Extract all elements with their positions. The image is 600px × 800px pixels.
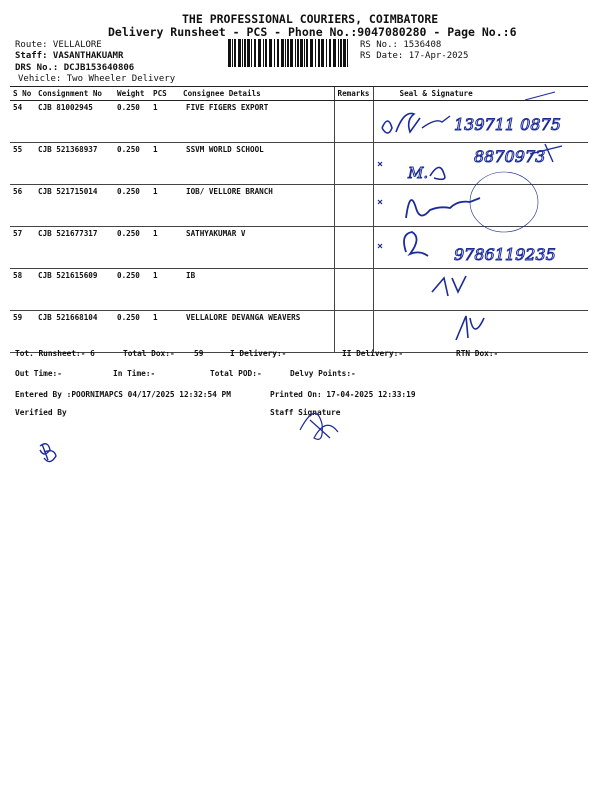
cell-pcs: 1 [150, 227, 180, 269]
barcode-bar [247, 39, 250, 67]
cell-sno: 54 [10, 101, 35, 143]
barcode-bar [269, 39, 272, 67]
staff-signature-label: Staff Signature [270, 408, 341, 417]
col-sno: S No [10, 87, 35, 101]
svg-text:9786119235: 9786119235 [454, 245, 556, 264]
col-pcs: PCS [150, 87, 180, 101]
rs-date: RS Date: 17-Apr-2025 [360, 51, 469, 61]
cell-consignee: VELLALORE DEVANGA WEAVERS [180, 311, 334, 353]
barcode-bar [304, 39, 305, 67]
col-seal-signature: Seal & Signature [373, 87, 588, 101]
barcode-bar [258, 39, 261, 67]
barcode-bar [338, 39, 339, 67]
ii-delivery: II Delivery:- [342, 349, 404, 358]
barcode-bar [287, 39, 289, 67]
cell-consignee: IOB/ VELLORE BRANCH [180, 185, 334, 227]
cell-weight: 0.250 [114, 101, 150, 143]
barcode-bar [326, 39, 327, 67]
col-remarks: Remarks [334, 87, 373, 101]
entered-by: Entered By :POORNIMAPCS 04/17/2025 12:32:54 PM [15, 390, 231, 399]
tot-runsheet: Tot. Runsheet:- 6 [15, 349, 95, 358]
cell-consignment-no: CJB 521677317 [35, 227, 114, 269]
barcode-bar [290, 39, 293, 67]
total-dox-label: Total Dox:- [123, 349, 175, 358]
barcode-bar [277, 39, 279, 67]
barcode-bar [274, 39, 275, 67]
col-consignment: Consignment No [35, 87, 114, 101]
cell-remarks [334, 143, 373, 185]
cell-pcs: 1 [150, 311, 180, 353]
barcode-bar [340, 39, 342, 67]
drs-number: DRS No.: DCJB153640806 [15, 63, 135, 73]
barcode-bar [306, 39, 308, 67]
cell-pcs: 1 [150, 185, 180, 227]
company-name: THE PROFESSIONAL COURIERS, COIMBATORE [182, 12, 439, 26]
delvy-points: Delvy Points:- [290, 369, 356, 378]
barcode-bar [315, 39, 316, 67]
i-delivery: I Delivery:- [230, 349, 287, 358]
barcode-bar [295, 39, 296, 67]
cell-consignment-no: CJB 521615609 [35, 269, 114, 311]
col-weight: Weight [114, 87, 150, 101]
cell-weight: 0.250 [114, 311, 150, 353]
cell-consignment-no: CJB 521368937 [35, 143, 114, 185]
total-pod: Total POD:- [210, 369, 262, 378]
barcode-bar [265, 39, 267, 67]
rtn-dox: RTN Dox:- [456, 349, 499, 358]
cell-consignee: FIVE FIGERS EXPORT [180, 101, 334, 143]
cell-weight: 0.250 [114, 269, 150, 311]
in-time: In Time:- [113, 369, 156, 378]
barcode-bar [232, 39, 233, 67]
total-dox-value: 59 [194, 349, 204, 358]
out-time: Out Time:- [15, 369, 62, 378]
cell-consignment-no: CJB 81002945 [35, 101, 114, 143]
barcode-bar [318, 39, 320, 67]
barcode-bar [228, 39, 231, 67]
runsheet-title: Delivery Runsheet - PCS - Phone No.:9047080280 - Page No.:6 [108, 25, 517, 39]
barcode-bar [310, 39, 313, 67]
verified-by-initials [34, 438, 64, 466]
barcode-bar [300, 39, 303, 67]
barcode-bar [251, 39, 252, 67]
route-label: Route: VELLALORE [15, 40, 102, 50]
cell-weight: 0.250 [114, 185, 150, 227]
barcode-bar [297, 39, 299, 67]
barcode-bar [343, 39, 346, 67]
cell-sno: 56 [10, 185, 35, 227]
cell-sno: 55 [10, 143, 35, 185]
vehicle-label: Vehicle: Two Wheeler Delivery [18, 74, 176, 84]
cell-consignee: SSVM WORLD SCHOOL [180, 143, 334, 185]
cell-remarks [334, 227, 373, 269]
staff-label: Staff: VASANTHAKUAMR [15, 51, 124, 61]
barcode-bar [254, 39, 256, 67]
barcode-bar [234, 39, 236, 67]
cell-remarks [334, 311, 373, 353]
barcode-bar [329, 39, 331, 67]
cell-consignment-no: CJB 521715014 [35, 185, 114, 227]
cell-remarks [334, 185, 373, 227]
svg-text:139711 0875: 139711 0875 [454, 115, 561, 134]
cell-weight: 0.250 [114, 143, 150, 185]
rs-number: RS No.: 1536408 [360, 40, 442, 50]
handwritten-signatures [370, 92, 590, 342]
cell-sno: 58 [10, 269, 35, 311]
staff-signature-scribble [290, 400, 350, 450]
cell-consignee: IB [180, 269, 334, 311]
cell-pcs: 1 [150, 101, 180, 143]
cell-pcs: 1 [150, 143, 180, 185]
barcode-bar [242, 39, 243, 67]
cell-sno: 59 [10, 311, 35, 353]
verified-by: Verified By [15, 408, 67, 417]
cell-remarks [334, 269, 373, 311]
barcode-bar [333, 39, 336, 67]
barcode-image [228, 39, 350, 67]
col-consignee: Consignee Details [180, 87, 334, 101]
svg-text:8870973: 8870973 [474, 147, 546, 166]
cell-pcs: 1 [150, 269, 180, 311]
barcode-bar [238, 39, 241, 67]
cell-sno: 57 [10, 227, 35, 269]
cell-consignee: SATHYAKUMAR V [180, 227, 334, 269]
svg-text:M.: M. [408, 164, 429, 182]
barcode-bar [263, 39, 264, 67]
cell-weight: 0.250 [114, 227, 150, 269]
barcode-bar [285, 39, 286, 67]
barcode-bar [244, 39, 246, 67]
cell-consignment-no: CJB 521668104 [35, 311, 114, 353]
barcode-bar [321, 39, 324, 67]
printed-on: Printed On: 17-04-2025 12:33:19 [270, 390, 416, 399]
barcode-bar [347, 39, 348, 67]
cell-remarks [334, 101, 373, 143]
barcode-bar [281, 39, 284, 67]
